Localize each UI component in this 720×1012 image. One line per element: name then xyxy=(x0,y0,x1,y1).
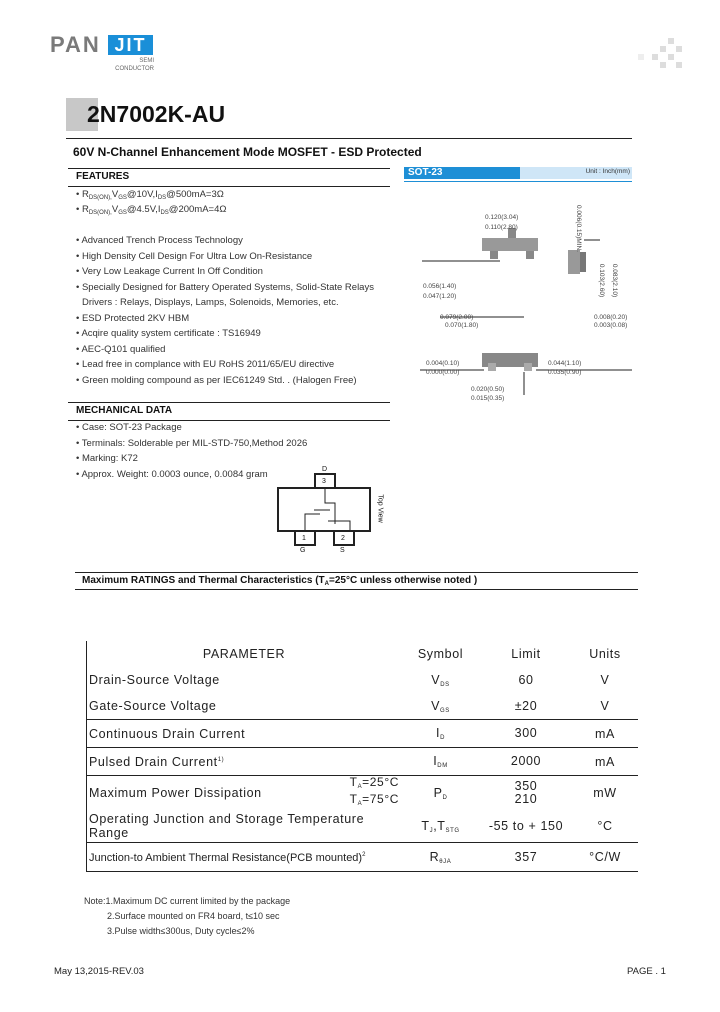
symbol-cell xyxy=(401,667,480,693)
dim-label: 0.008(0.20) xyxy=(594,314,628,321)
rds-part: @10V,I xyxy=(126,189,158,200)
dim-label: 0.079(2.00) xyxy=(440,314,474,321)
parameter-cell xyxy=(87,720,402,748)
feature-item: • AEC-Q101 qualified xyxy=(76,343,166,355)
dim-label: 0.103(2.60) xyxy=(598,263,606,298)
text: Pulsed Drain Current xyxy=(89,754,218,769)
text: CONDUCTOR xyxy=(115,66,154,72)
rds-item xyxy=(76,204,226,216)
feature-item: • Specially Designed for Battery Operated Systems, Solid-State Relays xyxy=(76,281,374,293)
feature-item: • ESD Protected 2KV HBM xyxy=(76,312,190,324)
dim-label: 0.004(0.10) xyxy=(426,360,460,367)
unit-cell: V xyxy=(572,693,638,720)
text: =75°C xyxy=(362,792,399,806)
text: 2000 xyxy=(510,754,542,768)
table-row xyxy=(87,843,639,872)
features-heading: FEATURES xyxy=(76,171,130,182)
top-view-label: Top View xyxy=(376,494,384,523)
unit-cell: mA xyxy=(572,748,638,776)
text: T xyxy=(349,792,358,806)
ratings-table xyxy=(86,641,638,872)
text: 357 xyxy=(514,849,538,864)
page-number: PAGE . 1 xyxy=(627,966,666,977)
bullet: • xyxy=(76,189,82,200)
text: V xyxy=(431,672,441,687)
limit-cell xyxy=(480,748,572,776)
rds-part: V xyxy=(111,204,119,215)
text: Drain-Source Voltage xyxy=(89,673,220,687)
text: A xyxy=(324,581,329,587)
feature-item: • Green molding compound as per IEC61249 Std. . (Halogen Free) xyxy=(76,374,357,386)
text: D xyxy=(440,735,445,741)
text: Operating Junction and Storage Temperature Range xyxy=(89,812,365,840)
col-header: PARAMETER xyxy=(87,641,402,667)
text: θJA xyxy=(439,858,452,865)
parameter-cell xyxy=(87,810,402,843)
package-header xyxy=(404,167,632,179)
dim-label: 0.006(0.15)MIN. xyxy=(574,205,582,252)
note: 2.Surface mounted on FR4 board, t≤10 sec xyxy=(107,911,280,921)
text: T xyxy=(421,818,430,833)
note: Note:1.Maximum DC current limited by the package xyxy=(84,896,291,906)
text: 60 xyxy=(518,672,534,687)
rds-part: @500mA=3Ω xyxy=(166,189,224,200)
parameter-cell xyxy=(87,693,402,720)
unit-cell: °C/W xyxy=(572,843,638,872)
parameter-cell xyxy=(87,667,402,693)
parameter-cell xyxy=(87,843,402,872)
dim-label: 0.035(0.90) xyxy=(548,369,582,376)
unit-cell: mA xyxy=(572,720,638,748)
limit-cell xyxy=(480,810,572,843)
feature-item: • High Density Cell Design For Ultra Low On-Resistance xyxy=(76,250,313,262)
package-outline-drawing xyxy=(404,190,634,410)
rds-part: GS xyxy=(118,210,127,216)
text: A xyxy=(357,784,363,790)
dim-label: 0.015(0.35) xyxy=(471,395,505,402)
pinout-diagram xyxy=(270,466,390,556)
package-unit: Unit : Inch(mm) xyxy=(585,168,630,175)
part-number-title: 2N7002K-AU xyxy=(87,101,226,127)
rds-item xyxy=(76,189,224,201)
package-name: SOT-23 xyxy=(404,167,520,179)
limit-cell xyxy=(480,776,572,811)
table-row xyxy=(87,693,639,720)
logo-jit: JIT xyxy=(108,35,153,55)
text: ±20 xyxy=(514,698,538,713)
logo-pan: PAN xyxy=(50,32,101,57)
dim-label: 0.070(1.80) xyxy=(445,322,479,329)
pin-label-gate: G xyxy=(300,547,306,554)
text: =25°C unless otherwise noted ) xyxy=(329,575,478,586)
pin-number: 3 xyxy=(322,478,326,485)
symbol-cell xyxy=(401,776,480,811)
limit-cell xyxy=(480,667,572,693)
dim-label: 0.047(1.20) xyxy=(423,293,457,300)
footer-date: May 13,2015-REV.03 xyxy=(54,966,144,977)
dim-label: 0.000(0.00) xyxy=(426,369,460,376)
text: =25°C xyxy=(362,775,399,789)
bullet: • xyxy=(76,204,82,215)
logo-subtitle xyxy=(104,57,154,73)
text: I xyxy=(435,726,441,740)
text: 210 xyxy=(514,792,538,806)
text: 350 xyxy=(514,779,538,793)
feature-item: • Lead free in complance with EU RoHS 2011/65/EU directive xyxy=(76,359,335,370)
text: Maximum Power Dissipation xyxy=(89,786,262,800)
text: P xyxy=(433,785,443,800)
table-row xyxy=(87,667,639,693)
mechanical-item: • Approx. Weight: 0.0003 ounce, 0.0084 gram xyxy=(76,468,268,480)
text: D xyxy=(442,794,448,801)
text: J xyxy=(429,827,434,834)
text: Continuous Drain Current xyxy=(89,726,246,741)
rds-part: GS xyxy=(118,195,127,201)
rds-part: DS xyxy=(160,210,169,216)
dim-label: 0.110(2.80) xyxy=(485,224,518,231)
unit-cell: V xyxy=(600,673,610,687)
text: DM xyxy=(437,763,448,769)
text: DS xyxy=(440,681,450,688)
text: Gate-Source Voltage xyxy=(89,699,217,713)
text: ,T xyxy=(433,818,446,833)
symbol-cell xyxy=(401,810,480,843)
table-row xyxy=(87,748,639,776)
dim-label: 0.044(1.10) xyxy=(548,360,582,367)
symbol-cell xyxy=(401,843,480,872)
feature-item: • Advanced Trench Process Technology xyxy=(76,235,243,246)
pin-number: 1 xyxy=(302,535,306,542)
table-row xyxy=(87,776,639,811)
text: I xyxy=(433,754,438,768)
table-row xyxy=(87,720,639,748)
decorative-squares xyxy=(638,38,682,68)
dim-label: 0.083(2.10) xyxy=(611,263,619,298)
text: -55 to + 150 xyxy=(488,818,564,833)
text: 300 xyxy=(514,726,538,740)
text: 1) xyxy=(217,756,225,763)
pin-label-source: S xyxy=(340,547,345,554)
mechanical-heading: MECHANICAL DATA xyxy=(76,405,173,416)
parameter-cell xyxy=(87,748,402,776)
text: A xyxy=(357,801,363,807)
dim-label: 0.020(0.50) xyxy=(471,386,505,393)
dim-label: 0.120(3.04) xyxy=(485,214,519,221)
pin-number: 2 xyxy=(341,535,345,542)
feature-item: • Very Low Leakage Current In Off Condition xyxy=(76,266,263,277)
text: Junction-to Ambient Thermal Resistance(PCB mounted) xyxy=(89,852,363,864)
parameter-cell xyxy=(87,776,402,811)
unit-cell: °C xyxy=(572,810,638,843)
subtitle: 60V N-Channel Enhancement Mode MOSFET - ESD Protected xyxy=(73,145,422,159)
feature-item: • Acqire quality system certificate : TS16949 xyxy=(76,328,261,339)
col-header: Symbol xyxy=(417,647,464,661)
table-row xyxy=(87,810,639,843)
rds-part: @200mA=4Ω xyxy=(168,204,227,215)
text: SEMI xyxy=(139,58,154,64)
limit-cell xyxy=(480,693,572,720)
pin-label-drain: D xyxy=(322,466,328,473)
text: V xyxy=(431,698,441,713)
unit-cell: mW xyxy=(593,786,617,800)
col-header: Limit xyxy=(511,647,541,661)
symbol-cell xyxy=(401,693,480,720)
text: 2 xyxy=(362,851,367,858)
limit-cell xyxy=(480,720,572,748)
rds-part: DS(ON), xyxy=(88,210,112,216)
symbol-cell xyxy=(401,720,480,748)
col-header: Units xyxy=(589,647,621,661)
feature-item: Drivers : Relays, Displays, Lamps, Solenoids, Memories, etc. xyxy=(82,297,339,308)
mechanical-item: • Marking: K72 xyxy=(76,453,138,464)
symbol-cell xyxy=(401,748,480,776)
rds-part: R xyxy=(81,204,89,215)
rds-part: V xyxy=(111,189,119,200)
mechanical-item: • Case: SOT-23 Package xyxy=(76,422,182,433)
mechanical-item: • Terminals: Solderable per MIL-STD-750,Method 2026 xyxy=(76,437,308,449)
text: Maximum RATINGS and Thermal Characteristics (T xyxy=(82,575,325,586)
rds-part: DS(ON), xyxy=(88,195,112,201)
text: T xyxy=(349,775,358,789)
text: R xyxy=(429,849,440,864)
dim-label: 0.056(1.40) xyxy=(423,283,457,290)
text: STG xyxy=(445,827,460,834)
limit-cell xyxy=(480,843,572,872)
ratings-heading xyxy=(82,575,477,587)
note: 3.Pulse width≤300us, Duty cycle≤2% xyxy=(107,926,255,936)
text: GS xyxy=(440,707,450,714)
dim-label: 0.003(0.08) xyxy=(594,322,628,329)
rds-part: DS xyxy=(157,195,167,201)
rds-part: R xyxy=(81,189,89,200)
rds-part: @4.5V,I xyxy=(126,204,161,215)
